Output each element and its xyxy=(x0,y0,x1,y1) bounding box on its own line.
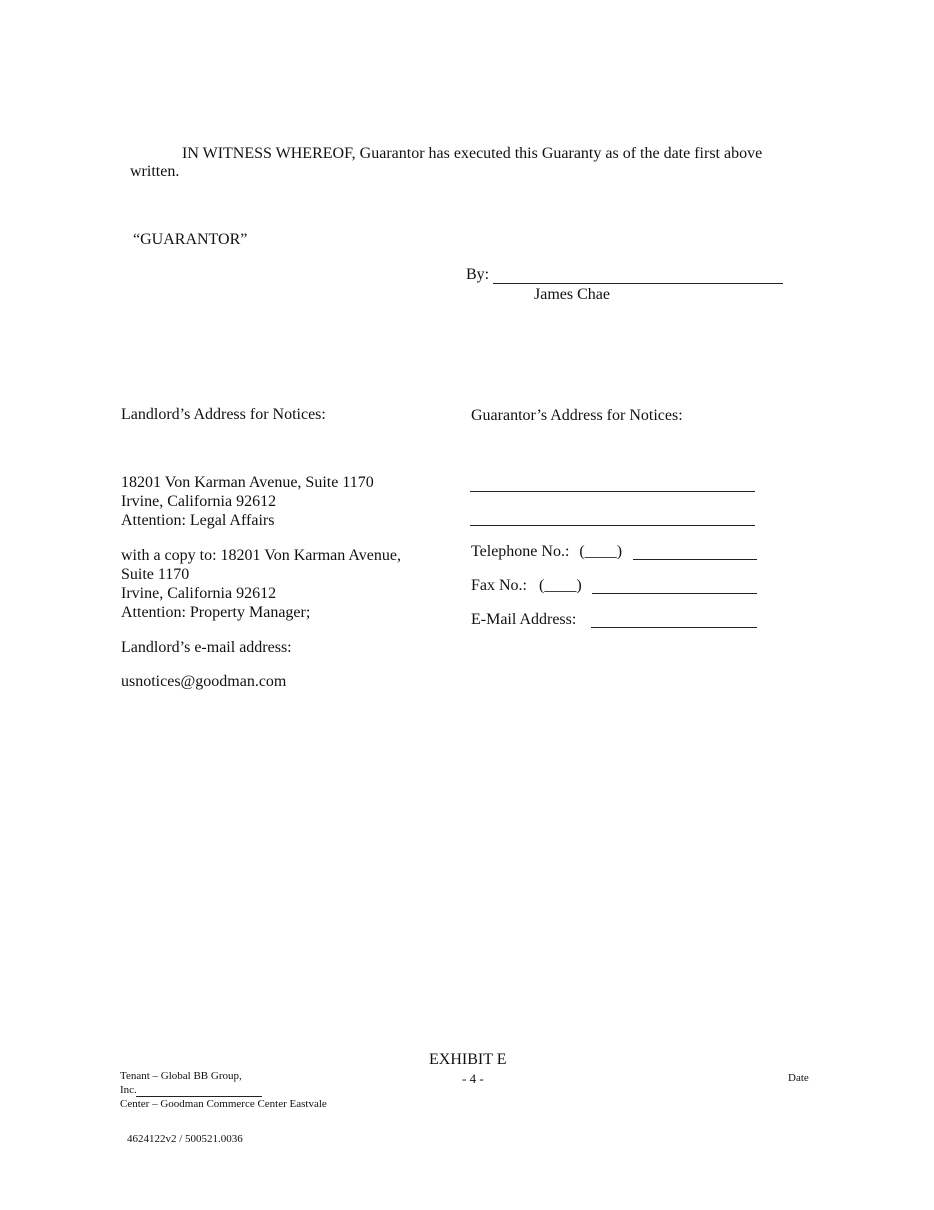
landlord-notices-heading: Landlord’s Address for Notices: xyxy=(121,406,326,423)
landlord-copy-line: Attention: Property Manager; xyxy=(121,604,311,621)
fax-label: Fax No.: xyxy=(471,577,527,594)
footer-tenant-line-2: Inc. xyxy=(120,1084,137,1096)
landlord-address xyxy=(121,473,374,530)
witness-line-2: written. xyxy=(130,163,180,180)
footer-tenant-line-1: Tenant – Global BB Group, xyxy=(120,1070,242,1082)
signature-by-label: By: xyxy=(466,266,490,283)
landlord-address-line: 18201 Von Karman Avenue, Suite 1170 xyxy=(121,474,374,491)
document-id: 4624122v2 / 500521.0036 xyxy=(127,1133,243,1145)
landlord-email-label: Landlord’s e-mail address: xyxy=(121,639,292,656)
landlord-copy-address xyxy=(121,546,401,622)
landlord-copy-line: with a copy to: 18201 Von Karman Avenue, xyxy=(121,547,401,564)
telephone-row xyxy=(471,542,622,561)
telephone-label: Telephone No.: xyxy=(471,543,570,560)
fax-row xyxy=(471,576,582,595)
guarantor-address-line-2[interactable] xyxy=(470,525,755,526)
telephone-line[interactable] xyxy=(633,559,757,560)
footer-date-label: Date xyxy=(788,1072,809,1084)
landlord-address-line: Irvine, California 92612 xyxy=(121,493,277,510)
landlord-address-line: Attention: Legal Affairs xyxy=(121,512,275,529)
guarantor-address-line-1[interactable] xyxy=(470,491,755,492)
witness-line-1: IN WITNESS WHEREOF, Guarantor has executed this Guaranty as of the date first above xyxy=(182,145,763,162)
landlord-email: usnotices@goodman.com xyxy=(121,673,287,690)
guarantor-email-label: E-Mail Address: xyxy=(471,611,577,628)
guarantor-label: “GUARANTOR” xyxy=(133,231,248,248)
landlord-copy-line: Suite 1170 xyxy=(121,566,190,583)
fax-line[interactable] xyxy=(592,593,757,594)
footer-center-line: Center – Goodman Commerce Center Eastvale xyxy=(120,1098,327,1110)
page-number: - 4 - xyxy=(462,1071,484,1086)
signature-line[interactable] xyxy=(493,283,783,284)
telephone-area-code[interactable]: (____) xyxy=(579,543,623,560)
exhibit-label: EXHIBIT E xyxy=(429,1051,507,1068)
guarantor-email-line[interactable] xyxy=(591,627,757,628)
landlord-copy-line: Irvine, California 92612 xyxy=(121,585,277,602)
fax-area-code[interactable]: (____) xyxy=(539,577,582,594)
guarantor-notices-heading: Guarantor’s Address for Notices: xyxy=(471,407,683,424)
signer-name: James Chae xyxy=(534,286,610,303)
